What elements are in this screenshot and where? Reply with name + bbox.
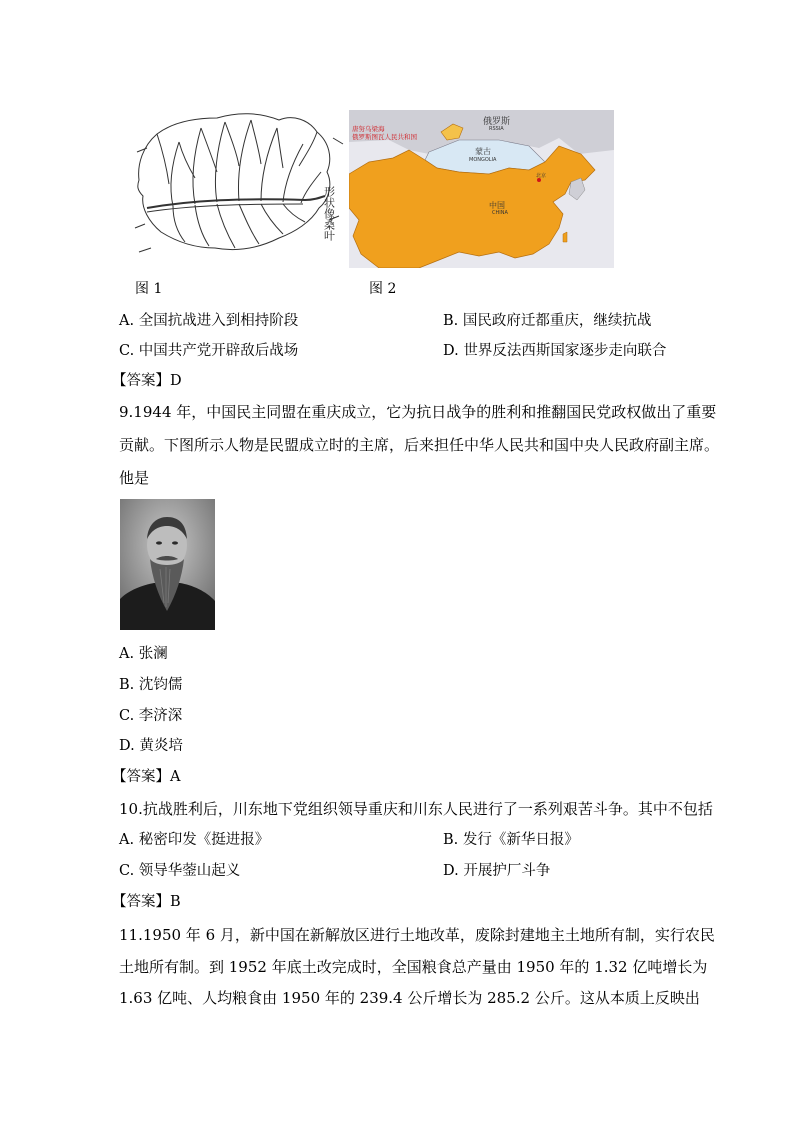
option-letter: A. bbox=[119, 646, 135, 662]
q9-stem-line-1: 9.1944 年，中国民主同盟在重庆成立，它为抗日战争的胜利和推翻国民党政权做出了重要 bbox=[119, 403, 717, 421]
option-text: 领导华蓥山起义 bbox=[138, 863, 241, 879]
q10-stem: 10.抗战胜利后，川东地下党组织领导重庆和川东人民进行了一系列艰苦斗争。其中不包括 bbox=[119, 800, 713, 818]
figure-1-caption: 图 1 bbox=[135, 281, 163, 297]
leaf-vertical-text: 形状像桑叶 bbox=[322, 186, 336, 241]
option-letter: A. bbox=[119, 313, 135, 329]
label-russia-en: RSSIA bbox=[489, 126, 504, 132]
option-text: 世界反法西斯国家逐步走向联合 bbox=[463, 343, 667, 359]
leaf-map-drawing bbox=[133, 108, 347, 270]
portrait-photo bbox=[120, 499, 215, 630]
label-mongolia-cn: 蒙古 bbox=[475, 147, 491, 156]
option-letter: D. bbox=[119, 738, 135, 754]
q8-option-d bbox=[443, 341, 666, 361]
option-letter: D. bbox=[443, 343, 459, 359]
option-text: 黄炎培 bbox=[139, 738, 183, 754]
option-text: 中国共产党开辟敌后战场 bbox=[138, 343, 299, 359]
q9-answer: 【答案】A bbox=[112, 769, 181, 785]
q8-answer: 【答案】D bbox=[112, 373, 182, 389]
label-mongolia-en: MONGOLIA bbox=[469, 157, 497, 163]
q10-option-d bbox=[443, 861, 550, 881]
q9-option-b bbox=[119, 675, 182, 695]
label-china-cn: 中国 bbox=[489, 201, 505, 210]
label-china-en: CHINA bbox=[492, 210, 508, 216]
option-text: 国民政府迁都重庆，继续抗战 bbox=[462, 313, 652, 329]
figure-2-caption: 图 2 bbox=[369, 281, 397, 297]
q9-option-d bbox=[119, 736, 183, 756]
label-tannu-line2: 俄罗斯图瓦人民共和国 bbox=[352, 133, 417, 141]
option-letter: B. bbox=[119, 677, 135, 693]
q9-option-a bbox=[119, 644, 168, 664]
option-letter: B. bbox=[443, 313, 459, 329]
option-text: 沈钧儒 bbox=[138, 677, 183, 693]
option-text: 发行《新华日报》 bbox=[462, 832, 579, 848]
q8-option-b bbox=[443, 311, 651, 331]
portrait-drawing bbox=[120, 499, 215, 630]
q8-option-a bbox=[119, 311, 298, 331]
option-letter: C. bbox=[119, 863, 135, 879]
figure-1-leaf-map bbox=[133, 108, 347, 270]
option-letter: B. bbox=[443, 832, 459, 848]
option-letter: D. bbox=[443, 863, 459, 879]
option-text: 开展护厂斗争 bbox=[463, 863, 551, 879]
q11-stem-line-3: 1.63 亿吨、人均粮食由 1950 年的 239.4 公斤增长为 285.2 公斤。这从本质上反映出 bbox=[119, 989, 700, 1007]
label-tannu-line1: 唐努乌梁海 bbox=[352, 125, 385, 133]
q10-answer: 【答案】B bbox=[112, 894, 181, 910]
option-letter: C. bbox=[119, 343, 135, 359]
option-text: 李济深 bbox=[138, 708, 183, 724]
q9-option-c bbox=[119, 706, 182, 726]
label-beijing: 北京 bbox=[536, 173, 547, 179]
figure-2-china-map bbox=[349, 110, 614, 268]
q10-option-b bbox=[443, 830, 579, 850]
option-text: 张澜 bbox=[138, 646, 168, 662]
q8-option-c bbox=[119, 341, 298, 361]
q10-option-c bbox=[119, 861, 240, 881]
option-text: 秘密印发《挺进报》 bbox=[138, 832, 270, 848]
label-russia-cn: 俄罗斯 bbox=[483, 117, 511, 127]
q10-option-a bbox=[119, 830, 269, 850]
q9-stem-line-2: 贡献。下图所示人物是民盟成立时的主席，后来担任中华人民共和国中央人民政府副主席。 bbox=[119, 436, 720, 454]
q9-stem-line-3: 他是 bbox=[119, 469, 150, 487]
option-text: 全国抗战进入到相持阶段 bbox=[138, 313, 299, 329]
q11-stem-line-2: 土地所有制。到 1952 年底土改完成时，全国粮食总产量由 1950 年的 1.32 亿吨增长为 bbox=[119, 958, 708, 976]
option-letter: C. bbox=[119, 708, 135, 724]
option-letter: A. bbox=[119, 832, 135, 848]
q11-stem-line-1: 11.1950 年 6 月，新中国在新解放区进行土地改革，废除封建地主土地所有制，实行农民 bbox=[119, 926, 715, 944]
